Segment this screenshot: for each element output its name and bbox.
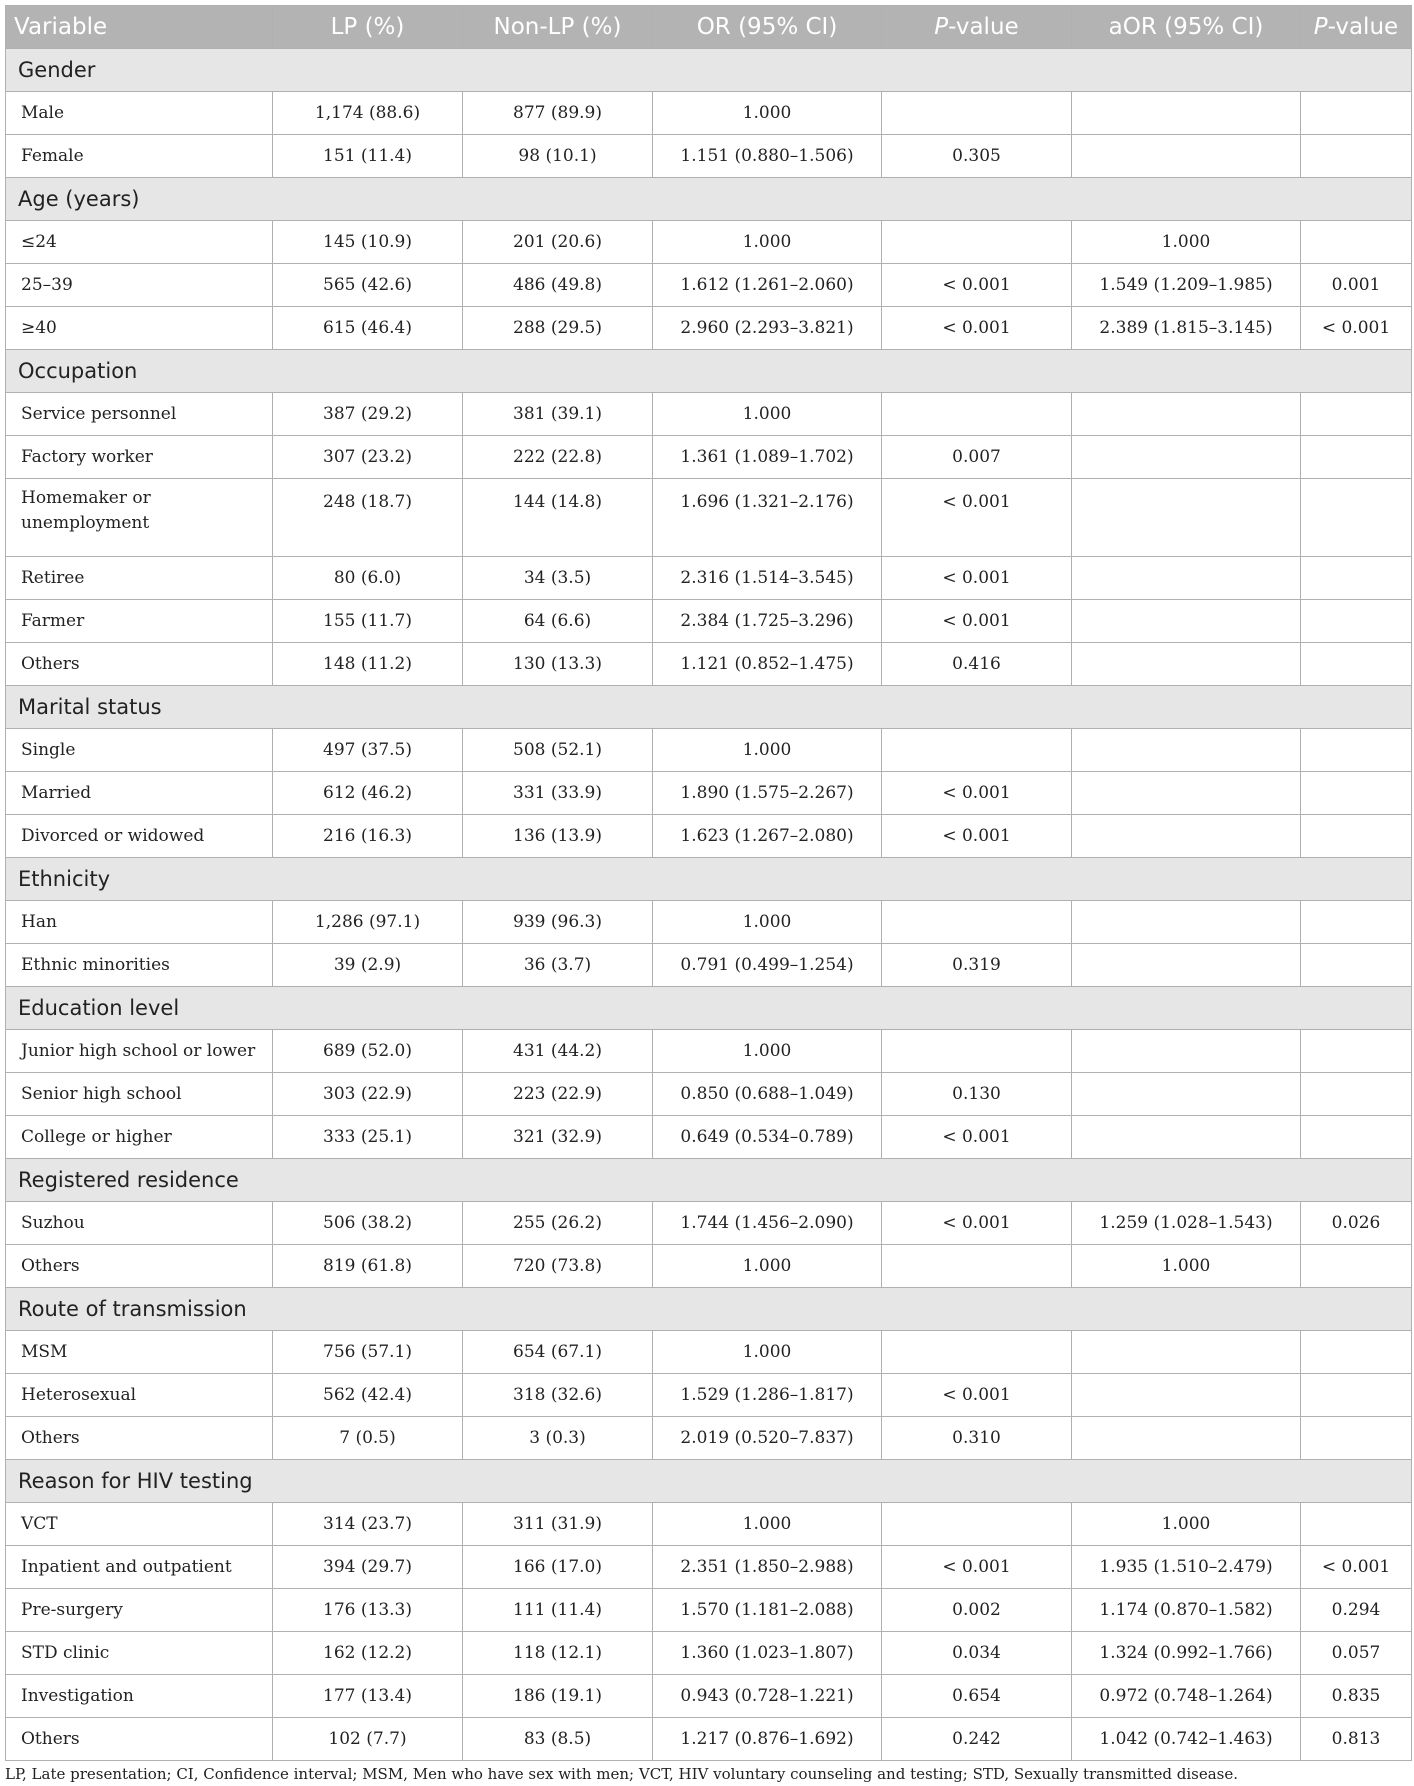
table-row bbox=[6, 1331, 1412, 1374]
cell-lp: 176 (13.3) bbox=[273, 1589, 463, 1632]
cell-p-value: 0.305 bbox=[882, 135, 1072, 178]
cell-variable: VCT bbox=[6, 1503, 273, 1546]
cell-lp: 615 (46.4) bbox=[273, 307, 463, 350]
header-p-value bbox=[882, 6, 1072, 49]
cell-lp: 216 (16.3) bbox=[273, 815, 463, 858]
cell-nonlp: 222 (22.8) bbox=[463, 436, 653, 479]
cell-nonlp: 720 (73.8) bbox=[463, 1245, 653, 1288]
cell-or: 1.570 (1.181–2.088) bbox=[653, 1589, 882, 1632]
cell-aor: 1.000 bbox=[1072, 1245, 1301, 1288]
cell-lp: 562 (42.4) bbox=[273, 1374, 463, 1417]
cell-adjusted-p-value: 0.835 bbox=[1301, 1675, 1412, 1718]
cell-aor bbox=[1072, 1417, 1301, 1460]
cell-lp: 80 (6.0) bbox=[273, 557, 463, 600]
table-row bbox=[6, 221, 1412, 264]
cell-p-value bbox=[882, 221, 1072, 264]
table-row bbox=[6, 1503, 1412, 1546]
cell-lp: 756 (57.1) bbox=[273, 1331, 463, 1374]
section-row bbox=[6, 178, 1412, 221]
cell-variable: Service personnel bbox=[6, 393, 273, 436]
table-row bbox=[6, 600, 1412, 643]
section-title: Ethnicity bbox=[6, 858, 1412, 901]
cell-nonlp: 486 (49.8) bbox=[463, 264, 653, 307]
cell-p-value bbox=[882, 901, 1072, 944]
cell-lp: 177 (13.4) bbox=[273, 1675, 463, 1718]
cell-nonlp: 431 (44.2) bbox=[463, 1030, 653, 1073]
table-row bbox=[6, 1073, 1412, 1116]
cell-lp: 1,286 (97.1) bbox=[273, 901, 463, 944]
cell-nonlp: 381 (39.1) bbox=[463, 393, 653, 436]
cell-or: 1.612 (1.261–2.060) bbox=[653, 264, 882, 307]
cell-variable: Han bbox=[6, 901, 273, 944]
cell-adjusted-p-value bbox=[1301, 1374, 1412, 1417]
cell-or: 1.360 (1.023–1.807) bbox=[653, 1632, 882, 1675]
cell-nonlp: 118 (12.1) bbox=[463, 1632, 653, 1675]
table-row bbox=[6, 557, 1412, 600]
cell-aor: 1.549 (1.209–1.985) bbox=[1072, 264, 1301, 307]
cell-lp: 819 (61.8) bbox=[273, 1245, 463, 1288]
cell-p-value: < 0.001 bbox=[882, 1116, 1072, 1159]
cell-aor: 1.042 (0.742–1.463) bbox=[1072, 1718, 1301, 1761]
table-row bbox=[6, 479, 1412, 557]
cell-variable: Heterosexual bbox=[6, 1374, 273, 1417]
header-adjusted-p-value bbox=[1301, 6, 1412, 49]
table-row bbox=[6, 92, 1412, 135]
cell-or: 0.850 (0.688–1.049) bbox=[653, 1073, 882, 1116]
cell-adjusted-p-value bbox=[1301, 436, 1412, 479]
cell-adjusted-p-value bbox=[1301, 600, 1412, 643]
cell-lp: 303 (22.9) bbox=[273, 1073, 463, 1116]
table-row bbox=[6, 436, 1412, 479]
table-row bbox=[6, 729, 1412, 772]
cell-adjusted-p-value bbox=[1301, 479, 1412, 557]
cell-lp: 39 (2.9) bbox=[273, 944, 463, 987]
cell-nonlp: 36 (3.7) bbox=[463, 944, 653, 987]
cell-p-value: 0.034 bbox=[882, 1632, 1072, 1675]
cell-nonlp: 255 (26.2) bbox=[463, 1202, 653, 1245]
header-nonlp: Non-LP (%) bbox=[463, 6, 653, 49]
header-or: OR (95% CI) bbox=[653, 6, 882, 49]
section-row bbox=[6, 350, 1412, 393]
table-row bbox=[6, 1417, 1412, 1460]
cell-adjusted-p-value bbox=[1301, 221, 1412, 264]
cell-nonlp: 877 (89.9) bbox=[463, 92, 653, 135]
cell-p-value: < 0.001 bbox=[882, 307, 1072, 350]
cell-aor: 1.000 bbox=[1072, 1503, 1301, 1546]
header-ap-italic: P bbox=[1313, 14, 1328, 40]
cell-lp: 102 (7.7) bbox=[273, 1718, 463, 1761]
cell-or: 2.960 (2.293–3.821) bbox=[653, 307, 882, 350]
table-row bbox=[6, 1546, 1412, 1589]
cell-p-value: < 0.001 bbox=[882, 600, 1072, 643]
cell-or: 1.121 (0.852–1.475) bbox=[653, 643, 882, 686]
cell-adjusted-p-value bbox=[1301, 1030, 1412, 1073]
cell-variable: Inpatient and outpatient bbox=[6, 1546, 273, 1589]
cell-variable: Others bbox=[6, 643, 273, 686]
cell-p-value: 0.310 bbox=[882, 1417, 1072, 1460]
cell-or: 1.529 (1.286–1.817) bbox=[653, 1374, 882, 1417]
cell-nonlp: 111 (11.4) bbox=[463, 1589, 653, 1632]
table-row bbox=[6, 1632, 1412, 1675]
cell-aor: 1.935 (1.510–2.479) bbox=[1072, 1546, 1301, 1589]
cell-p-value bbox=[882, 1030, 1072, 1073]
cell-aor bbox=[1072, 944, 1301, 987]
cell-adjusted-p-value bbox=[1301, 1417, 1412, 1460]
cell-lp: 155 (11.7) bbox=[273, 600, 463, 643]
cell-or: 2.351 (1.850–2.988) bbox=[653, 1546, 882, 1589]
cell-aor: 0.972 (0.748–1.264) bbox=[1072, 1675, 1301, 1718]
header-variable: Variable bbox=[6, 6, 273, 49]
cell-variable: Others bbox=[6, 1718, 273, 1761]
section-row bbox=[6, 1460, 1412, 1503]
cell-nonlp: 136 (13.9) bbox=[463, 815, 653, 858]
cell-aor bbox=[1072, 729, 1301, 772]
cell-variable: Female bbox=[6, 135, 273, 178]
cell-variable: Senior high school bbox=[6, 1073, 273, 1116]
cell-p-value bbox=[882, 729, 1072, 772]
cell-lp: 1,174 (88.6) bbox=[273, 92, 463, 135]
cell-lp: 497 (37.5) bbox=[273, 729, 463, 772]
cell-nonlp: 186 (19.1) bbox=[463, 1675, 653, 1718]
cell-nonlp: 34 (3.5) bbox=[463, 557, 653, 600]
cell-nonlp: 83 (8.5) bbox=[463, 1718, 653, 1761]
cell-variable: Suzhou bbox=[6, 1202, 273, 1245]
cell-p-value: 0.319 bbox=[882, 944, 1072, 987]
cell-nonlp: 166 (17.0) bbox=[463, 1546, 653, 1589]
table-body bbox=[6, 49, 1412, 1761]
cell-nonlp: 508 (52.1) bbox=[463, 729, 653, 772]
cell-adjusted-p-value: 0.001 bbox=[1301, 264, 1412, 307]
cell-variable: Investigation bbox=[6, 1675, 273, 1718]
cell-adjusted-p-value bbox=[1301, 1331, 1412, 1374]
cell-or: 1.000 bbox=[653, 92, 882, 135]
section-title: Marital status bbox=[6, 686, 1412, 729]
cell-adjusted-p-value bbox=[1301, 135, 1412, 178]
cell-adjusted-p-value: < 0.001 bbox=[1301, 307, 1412, 350]
cell-aor bbox=[1072, 1073, 1301, 1116]
cell-p-value: 0.654 bbox=[882, 1675, 1072, 1718]
cell-nonlp: 130 (13.3) bbox=[463, 643, 653, 686]
cell-variable: College or higher bbox=[6, 1116, 273, 1159]
cell-adjusted-p-value bbox=[1301, 1073, 1412, 1116]
cell-variable: MSM bbox=[6, 1331, 273, 1374]
cell-nonlp: 318 (32.6) bbox=[463, 1374, 653, 1417]
cell-or: 2.019 (0.520–7.837) bbox=[653, 1417, 882, 1460]
cell-or: 2.384 (1.725–3.296) bbox=[653, 600, 882, 643]
cell-aor bbox=[1072, 1116, 1301, 1159]
cell-adjusted-p-value bbox=[1301, 1116, 1412, 1159]
cell-lp: 565 (42.6) bbox=[273, 264, 463, 307]
table-row bbox=[6, 1245, 1412, 1288]
cell-nonlp: 223 (22.9) bbox=[463, 1073, 653, 1116]
cell-aor bbox=[1072, 1331, 1301, 1374]
cell-nonlp: 98 (10.1) bbox=[463, 135, 653, 178]
cell-p-value: 0.007 bbox=[882, 436, 1072, 479]
cell-variable: Male bbox=[6, 92, 273, 135]
cell-variable: Single bbox=[6, 729, 273, 772]
cell-variable: Pre-surgery bbox=[6, 1589, 273, 1632]
cell-or: 1.890 (1.575–2.267) bbox=[653, 772, 882, 815]
cell-adjusted-p-value bbox=[1301, 815, 1412, 858]
cell-adjusted-p-value bbox=[1301, 393, 1412, 436]
cell-adjusted-p-value bbox=[1301, 1503, 1412, 1546]
cell-variable: Others bbox=[6, 1245, 273, 1288]
section-title: Registered residence bbox=[6, 1159, 1412, 1202]
cell-lp: 612 (46.2) bbox=[273, 772, 463, 815]
cell-or: 1.000 bbox=[653, 1503, 882, 1546]
cell-or: 1.623 (1.267–2.080) bbox=[653, 815, 882, 858]
cell-aor bbox=[1072, 1030, 1301, 1073]
cell-or: 1.000 bbox=[653, 1245, 882, 1288]
cell-p-value bbox=[882, 1245, 1072, 1288]
section-title: Age (years) bbox=[6, 178, 1412, 221]
cell-p-value bbox=[882, 393, 1072, 436]
cell-adjusted-p-value: 0.294 bbox=[1301, 1589, 1412, 1632]
cell-aor bbox=[1072, 135, 1301, 178]
cell-nonlp: 311 (31.9) bbox=[463, 1503, 653, 1546]
table-row bbox=[6, 1718, 1412, 1761]
cell-or: 0.791 (0.499–1.254) bbox=[653, 944, 882, 987]
cell-or: 1.000 bbox=[653, 1331, 882, 1374]
cell-p-value bbox=[882, 1503, 1072, 1546]
table-row bbox=[6, 901, 1412, 944]
cell-aor bbox=[1072, 436, 1301, 479]
cell-adjusted-p-value bbox=[1301, 772, 1412, 815]
table-row bbox=[6, 264, 1412, 307]
cell-p-value: 0.242 bbox=[882, 1718, 1072, 1761]
cell-variable: STD clinic bbox=[6, 1632, 273, 1675]
table-footnote: LP, Late presentation; CI, Confidence interval; MSM, Men who have sex with men; VCT, HIV voluntary counseling and testing; STD, Sexually transmitted disease. bbox=[5, 1765, 1239, 1783]
cell-lp: 314 (23.7) bbox=[273, 1503, 463, 1546]
section-title: Route of transmission bbox=[6, 1288, 1412, 1331]
cell-adjusted-p-value: 0.026 bbox=[1301, 1202, 1412, 1245]
cell-lp: 333 (25.1) bbox=[273, 1116, 463, 1159]
cell-adjusted-p-value: < 0.001 bbox=[1301, 1546, 1412, 1589]
cell-p-value: 0.002 bbox=[882, 1589, 1072, 1632]
cell-p-value: < 0.001 bbox=[882, 1202, 1072, 1245]
cell-or: 1.744 (1.456–2.090) bbox=[653, 1202, 882, 1245]
table-row bbox=[6, 815, 1412, 858]
cell-lp: 151 (11.4) bbox=[273, 135, 463, 178]
cell-p-value: < 0.001 bbox=[882, 815, 1072, 858]
cell-aor bbox=[1072, 600, 1301, 643]
cell-variable: Others bbox=[6, 1417, 273, 1460]
cell-or: 2.316 (1.514–3.545) bbox=[653, 557, 882, 600]
cell-or: 1.696 (1.321–2.176) bbox=[653, 479, 882, 557]
cell-nonlp: 654 (67.1) bbox=[463, 1331, 653, 1374]
header-ap-suffix: -value bbox=[1327, 14, 1399, 40]
table-row bbox=[6, 393, 1412, 436]
cell-nonlp: 3 (0.3) bbox=[463, 1417, 653, 1460]
table-row bbox=[6, 772, 1412, 815]
section-title: Education level bbox=[6, 987, 1412, 1030]
cell-or: 1.151 (0.880–1.506) bbox=[653, 135, 882, 178]
cell-variable: Homemaker or unemployment bbox=[6, 479, 273, 557]
table-row bbox=[6, 1675, 1412, 1718]
cell-p-value: < 0.001 bbox=[882, 772, 1072, 815]
section-row bbox=[6, 1288, 1412, 1331]
cell-variable: Farmer bbox=[6, 600, 273, 643]
cell-aor: 1.174 (0.870–1.582) bbox=[1072, 1589, 1301, 1632]
cell-or: 1.361 (1.089–1.702) bbox=[653, 436, 882, 479]
cell-or: 1.000 bbox=[653, 901, 882, 944]
section-row bbox=[6, 987, 1412, 1030]
cell-nonlp: 321 (32.9) bbox=[463, 1116, 653, 1159]
cell-lp: 162 (12.2) bbox=[273, 1632, 463, 1675]
table-row bbox=[6, 1030, 1412, 1073]
cell-aor bbox=[1072, 901, 1301, 944]
section-row bbox=[6, 686, 1412, 729]
table-row bbox=[6, 1589, 1412, 1632]
cell-variable: Retiree bbox=[6, 557, 273, 600]
section-row bbox=[6, 1159, 1412, 1202]
cell-aor bbox=[1072, 772, 1301, 815]
cell-adjusted-p-value bbox=[1301, 92, 1412, 135]
cell-nonlp: 331 (33.9) bbox=[463, 772, 653, 815]
cell-aor bbox=[1072, 643, 1301, 686]
cell-variable: Divorced or widowed bbox=[6, 815, 273, 858]
cell-or: 0.943 (0.728–1.221) bbox=[653, 1675, 882, 1718]
header-p-suffix: -value bbox=[948, 14, 1019, 40]
cell-p-value: < 0.001 bbox=[882, 557, 1072, 600]
cell-variable: ≤24 bbox=[6, 221, 273, 264]
cell-aor bbox=[1072, 1374, 1301, 1417]
cell-adjusted-p-value bbox=[1301, 643, 1412, 686]
cell-lp: 248 (18.7) bbox=[273, 479, 463, 557]
cell-adjusted-p-value: 0.813 bbox=[1301, 1718, 1412, 1761]
header-aor: aOR (95% CI) bbox=[1072, 6, 1301, 49]
cell-lp: 506 (38.2) bbox=[273, 1202, 463, 1245]
section-row bbox=[6, 49, 1412, 92]
cell-aor bbox=[1072, 815, 1301, 858]
cell-lp: 148 (11.2) bbox=[273, 643, 463, 686]
cell-adjusted-p-value: 0.057 bbox=[1301, 1632, 1412, 1675]
section-title: Occupation bbox=[6, 350, 1412, 393]
cell-nonlp: 64 (6.6) bbox=[463, 600, 653, 643]
cell-variable: Ethnic minorities bbox=[6, 944, 273, 987]
table-row bbox=[6, 944, 1412, 987]
cell-variable: Factory worker bbox=[6, 436, 273, 479]
header-p-italic: P bbox=[934, 14, 949, 40]
table-row bbox=[6, 643, 1412, 686]
table-row bbox=[6, 135, 1412, 178]
cell-p-value bbox=[882, 1331, 1072, 1374]
cell-adjusted-p-value bbox=[1301, 1245, 1412, 1288]
cell-aor bbox=[1072, 92, 1301, 135]
cell-lp: 394 (29.7) bbox=[273, 1546, 463, 1589]
cell-variable: Junior high school or lower bbox=[6, 1030, 273, 1073]
cell-lp: 387 (29.2) bbox=[273, 393, 463, 436]
cell-variable: Married bbox=[6, 772, 273, 815]
cell-p-value: < 0.001 bbox=[882, 1546, 1072, 1589]
cell-p-value: < 0.001 bbox=[882, 479, 1072, 557]
cell-aor bbox=[1072, 557, 1301, 600]
cell-lp: 145 (10.9) bbox=[273, 221, 463, 264]
cell-variable: ≥40 bbox=[6, 307, 273, 350]
cell-or: 0.649 (0.534–0.789) bbox=[653, 1116, 882, 1159]
cell-adjusted-p-value bbox=[1301, 944, 1412, 987]
section-title: Reason for HIV testing bbox=[6, 1460, 1412, 1503]
table-container bbox=[5, 5, 1411, 1761]
cell-or: 1.000 bbox=[653, 221, 882, 264]
cell-aor: 2.389 (1.815–3.145) bbox=[1072, 307, 1301, 350]
table-header bbox=[6, 6, 1412, 49]
table-row bbox=[6, 307, 1412, 350]
cell-nonlp: 288 (29.5) bbox=[463, 307, 653, 350]
cell-variable: 25–39 bbox=[6, 264, 273, 307]
cell-p-value: < 0.001 bbox=[882, 1374, 1072, 1417]
table-row bbox=[6, 1374, 1412, 1417]
cell-p-value: 0.130 bbox=[882, 1073, 1072, 1116]
cell-p-value bbox=[882, 92, 1072, 135]
table-row bbox=[6, 1202, 1412, 1245]
header-lp: LP (%) bbox=[273, 6, 463, 49]
cell-adjusted-p-value bbox=[1301, 901, 1412, 944]
cell-nonlp: 144 (14.8) bbox=[463, 479, 653, 557]
cell-aor: 1.259 (1.028–1.543) bbox=[1072, 1202, 1301, 1245]
data-table bbox=[5, 5, 1412, 1761]
cell-adjusted-p-value bbox=[1301, 729, 1412, 772]
section-title: Gender bbox=[6, 49, 1412, 92]
section-row bbox=[6, 858, 1412, 901]
cell-nonlp: 939 (96.3) bbox=[463, 901, 653, 944]
cell-p-value: < 0.001 bbox=[882, 264, 1072, 307]
cell-adjusted-p-value bbox=[1301, 557, 1412, 600]
cell-lp: 307 (23.2) bbox=[273, 436, 463, 479]
cell-aor: 1.324 (0.992–1.766) bbox=[1072, 1632, 1301, 1675]
cell-p-value: 0.416 bbox=[882, 643, 1072, 686]
cell-or: 1.000 bbox=[653, 393, 882, 436]
table-row bbox=[6, 1116, 1412, 1159]
cell-aor bbox=[1072, 393, 1301, 436]
cell-aor: 1.000 bbox=[1072, 221, 1301, 264]
cell-nonlp: 201 (20.6) bbox=[463, 221, 653, 264]
cell-aor bbox=[1072, 479, 1301, 557]
cell-or: 1.217 (0.876–1.692) bbox=[653, 1718, 882, 1761]
cell-or: 1.000 bbox=[653, 729, 882, 772]
cell-or: 1.000 bbox=[653, 1030, 882, 1073]
header-row bbox=[6, 6, 1412, 49]
cell-lp: 689 (52.0) bbox=[273, 1030, 463, 1073]
cell-lp: 7 (0.5) bbox=[273, 1417, 463, 1460]
